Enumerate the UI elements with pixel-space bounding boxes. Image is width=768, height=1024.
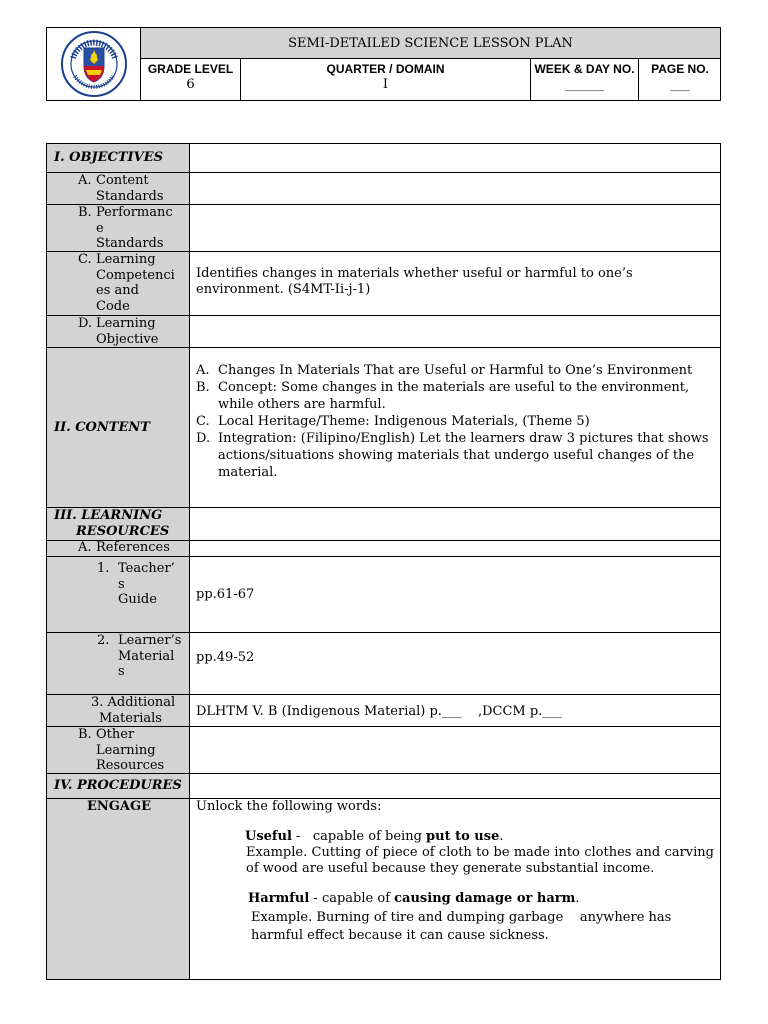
engage-label-cell	[47, 799, 190, 979]
teachers-guide-marker: 1.	[97, 561, 110, 576]
useful-term: Useful	[245, 829, 292, 844]
learning-resources-label-cell	[47, 508, 190, 540]
content-item-marker: A.	[196, 363, 210, 378]
grade-level-label: GRADE LEVEL	[147, 62, 234, 76]
harmful-definition-text: - capable of	[309, 891, 395, 906]
content-item-marker: B.	[196, 380, 210, 395]
performance-standards-label-line1: Performanc	[96, 205, 173, 220]
lesson-plan-table	[46, 143, 721, 980]
references-value	[191, 541, 720, 556]
references-label: References	[96, 540, 170, 555]
learning-objective-label-cell	[47, 316, 190, 347]
grade-level-value: 6	[186, 77, 195, 92]
useful-definition-end: .	[499, 829, 504, 844]
other-learning-resources-row	[47, 727, 720, 774]
content-item	[196, 362, 714, 379]
content-standards-row	[47, 173, 720, 205]
content-list	[196, 362, 714, 481]
learning-competencies-label-line1: Learning	[96, 252, 156, 267]
engage-intro: Unlock the following words:	[196, 799, 382, 814]
content-item-text: Changes In Materials That are Useful or Harmful to One’s Environment	[218, 363, 693, 378]
lesson-plan-header	[46, 27, 721, 101]
content-label-cell	[47, 348, 190, 507]
grade-level-cell	[141, 59, 241, 100]
engage-label: ENGAGE	[87, 799, 151, 814]
useful-definition-text: - capable of being	[291, 829, 427, 844]
other-learning-resources-label-line2: Learning	[96, 742, 156, 758]
other-learning-resources-marker: B.	[78, 727, 92, 742]
additional-materials-label-cell	[47, 695, 190, 726]
objectives-value	[191, 144, 720, 172]
performance-standards-marker: B.	[78, 205, 92, 220]
procedures-value	[191, 774, 720, 798]
learners-material-marker: 2.	[97, 633, 110, 648]
useful-definition	[196, 815, 714, 845]
objectives-label-cell	[47, 144, 190, 172]
week-day-cell	[531, 59, 639, 100]
learning-resources-value	[191, 508, 720, 540]
references-row	[47, 541, 720, 557]
learning-competencies-label-cell	[47, 252, 190, 315]
performance-standards-row	[47, 205, 720, 252]
performance-standards-label-cell	[47, 205, 190, 251]
engage-content	[191, 799, 720, 979]
quarter-domain-value: I	[382, 77, 389, 92]
other-learning-resources-label-line1: Other	[96, 727, 135, 742]
learning-resources-heading-line2: RESOURCES	[76, 524, 170, 539]
harmful-term: Harmful	[248, 891, 310, 906]
document-title: SEMI-DETAILED SCIENCE LESSON PLAN	[141, 28, 720, 59]
procedures-label-cell	[47, 774, 190, 798]
learning-objective-label-line2: Objective	[96, 331, 159, 347]
page-no-label: PAGE NO.	[651, 62, 709, 76]
content-standards-label-line1: Content	[96, 173, 149, 188]
engage-row	[47, 799, 720, 979]
week-day-label: WEEK & DAY NO.	[534, 62, 635, 76]
deped-seal	[47, 28, 141, 100]
learning-resources-heading	[47, 508, 189, 540]
page-no-value: ___	[670, 77, 690, 92]
learning-objective-marker: D.	[78, 316, 93, 331]
quarter-domain-cell	[241, 59, 531, 100]
content-item	[196, 379, 714, 413]
content-item	[196, 413, 714, 430]
learning-objective-value	[191, 316, 720, 347]
content-item-text: Local Heritage/Theme: Indigenous Materials, (Theme 5)	[218, 414, 590, 429]
teachers-guide-label-line1: Teacher’	[118, 561, 175, 576]
additional-materials-value: DLHTM V. B (Indigenous Material) p.___ ,DCCM p.___	[196, 704, 562, 719]
performance-standards-label-line2: e	[96, 220, 104, 236]
performance-standards-value	[191, 205, 720, 251]
harmful-definition-end: .	[575, 891, 580, 906]
procedures-heading: IV. PROCEDURES	[54, 778, 182, 793]
objectives-row	[47, 144, 720, 173]
useful-definition-bold: put to use	[426, 829, 500, 844]
objectives-heading: I. OBJECTIVES	[54, 150, 163, 165]
content-value	[191, 348, 720, 507]
content-row	[47, 348, 720, 508]
content-standards-label-line2: Standards	[96, 188, 164, 204]
teachers-guide-label-line3: Guide	[118, 592, 157, 607]
learning-resources-row	[47, 508, 720, 541]
other-learning-resources-value	[191, 727, 720, 773]
teachers-guide-label-cell	[47, 557, 190, 632]
references-marker: A.	[78, 540, 92, 555]
useful-example: Example. Cutting of piece of cloth to be made into clothes and carving of wood are useful because they generate substantial income.	[246, 845, 714, 876]
learning-competencies-row	[47, 252, 720, 316]
other-learning-resources-label-line3: Resources	[96, 758, 165, 773]
content-item-text: Integration: (Filipino/English) Let the learners draw 3 pictures that shows actions/situations showing materials that undergo useful changes of the material.	[218, 431, 709, 480]
content-item	[196, 430, 714, 481]
learning-competencies-label-line3: es and	[96, 283, 139, 298]
learning-competencies-value: Identifies changes in materials whether useful or harmful to one’s environment. (S4MT-Ii-j-1)	[196, 266, 633, 297]
learning-competencies-marker: C.	[78, 252, 92, 267]
learning-resources-heading-line1: III. LEARNING	[54, 508, 163, 523]
page-no-cell	[639, 59, 721, 100]
learners-material-label-cell	[47, 633, 190, 694]
harmful-definition-bold: causing damage or harm	[394, 891, 576, 906]
additional-materials-row	[47, 695, 720, 727]
teachers-guide-row	[47, 557, 720, 633]
content-item-text: Concept: Some changes in the materials are useful to the environment, while others are harmful.	[218, 380, 690, 412]
learning-objective-row	[47, 316, 720, 348]
learners-material-value: pp.49-52	[196, 650, 255, 665]
learning-competencies-label-line4: Code	[96, 298, 130, 314]
content-item-marker: D.	[196, 431, 211, 446]
content-standards-marker: A.	[78, 173, 92, 188]
content-standards-label-cell	[47, 173, 190, 204]
procedures-row	[47, 774, 720, 799]
harmful-definition	[196, 877, 714, 907]
additional-materials-label-line2: Materials	[99, 710, 162, 726]
learners-material-label-line3: s	[118, 664, 125, 679]
references-label-cell	[47, 541, 190, 556]
content-item-marker: C.	[196, 414, 210, 429]
performance-standards-label-line3: Standards	[96, 236, 164, 251]
additional-materials-label-line1: 3. Additional	[91, 695, 176, 710]
content-heading: II. CONTENT	[54, 420, 150, 435]
learning-competencies-label-line2: Competenci	[96, 267, 175, 283]
learners-material-label-line2: Material	[118, 648, 175, 664]
quarter-domain-label: QUARTER / DOMAIN	[326, 62, 445, 76]
content-standards-value	[191, 173, 720, 204]
harmful-example: Example. Burning of tire and dumping garbage anywhere has harmful effect because it can cause sickness.	[251, 910, 676, 943]
learning-objective-label-line1: Learning	[96, 316, 156, 331]
deped-seal-icon	[59, 30, 129, 98]
learners-material-row	[47, 633, 720, 695]
week-day-value: ______	[565, 77, 604, 92]
teachers-guide-label-line2: s	[118, 576, 125, 592]
teachers-guide-value: pp.61-67	[196, 587, 255, 602]
learners-material-label-line1: Learner’s	[118, 633, 182, 648]
other-learning-resources-label-cell	[47, 727, 190, 773]
